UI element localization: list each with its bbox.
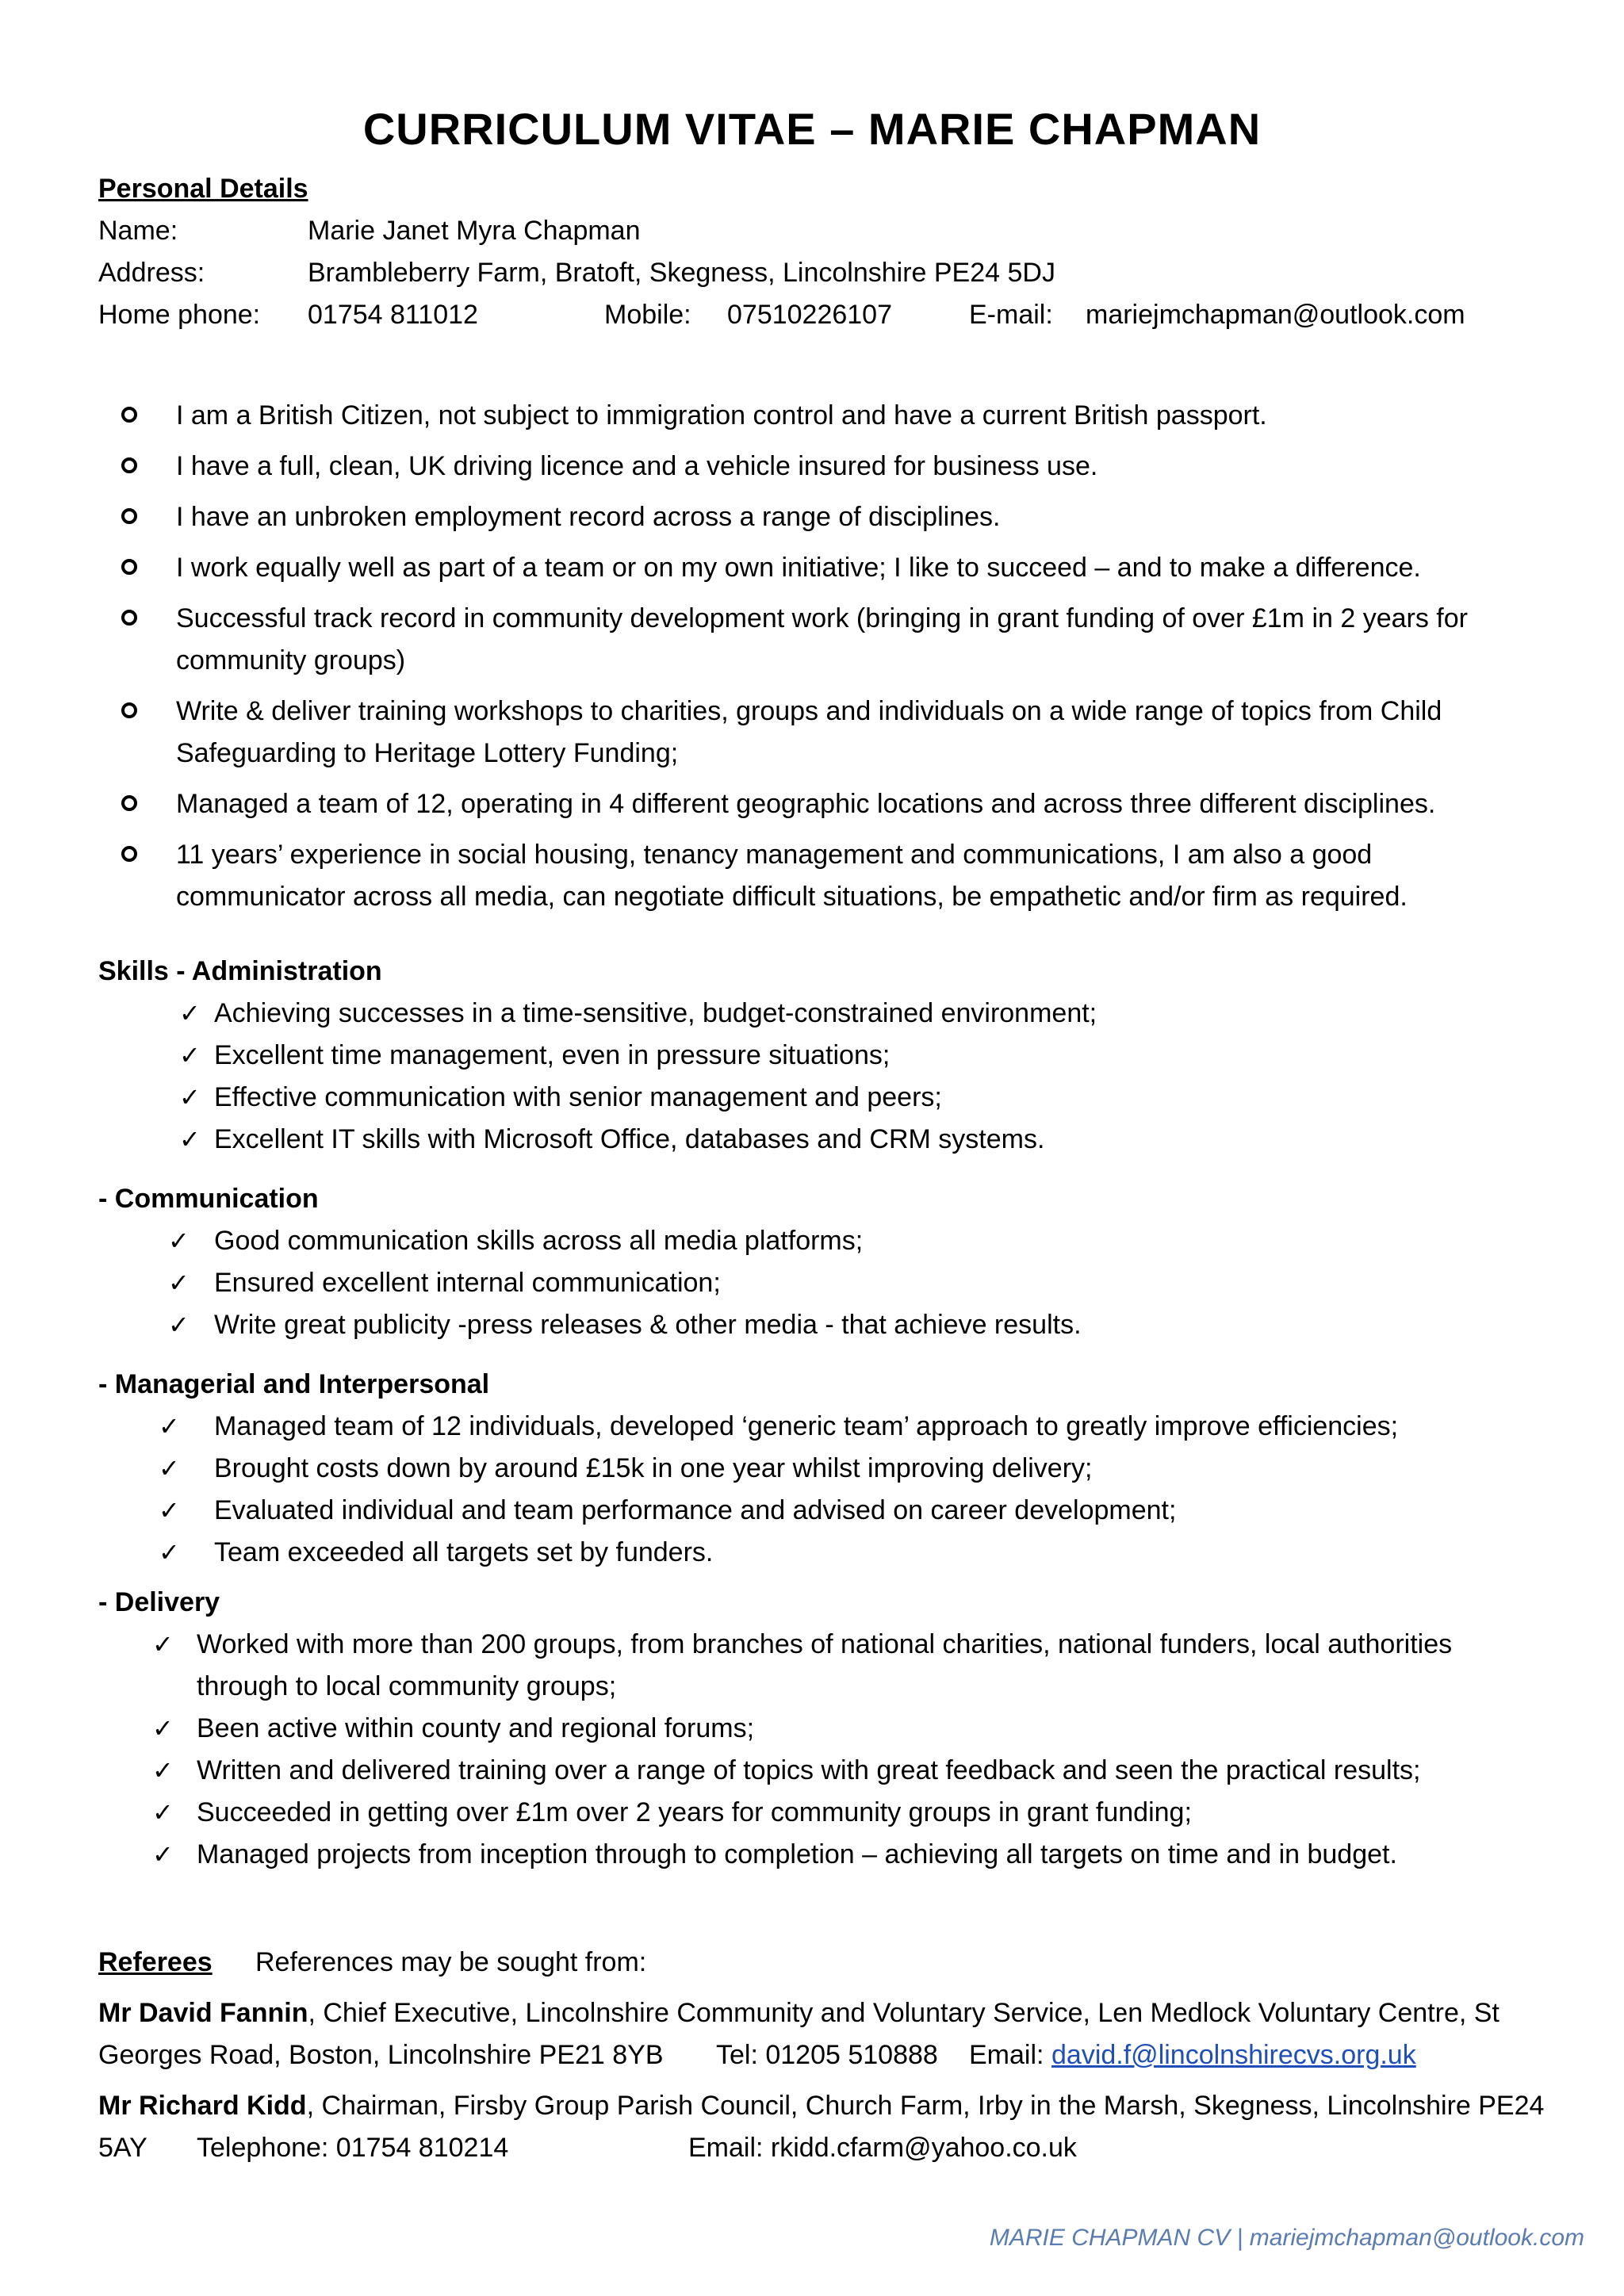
bullet-icon [121,407,137,423]
checkmark-icon: ✓ [152,1629,174,1659]
skills-mgmt-item: Managed team of 12 individuals, developed ‘generic team’ approach to greatly improve efficiencies; [214,1411,1399,1441]
skills-delivery-item: Succeeded in getting over £1m over 2 years for community groups in grant funding; [197,1797,1192,1827]
home-phone-value: 01754 811012 [308,300,478,330]
summary-item: I am a British Citizen, not subject to immigration control and have a current British passport. [176,400,1267,430]
referee-2-email: Email: rkidd.cfarm@yahoo.co.uk [688,2133,1077,2163]
bullet-icon [121,702,137,718]
skills-delivery-item: Worked with more than 200 groups, from branches of national charities, national funders, local authorities [197,1629,1453,1659]
mobile-value: 07510226107 [727,300,893,330]
checkmark-icon: ✓ [152,1713,174,1743]
summary-item-continued: community groups) [176,645,406,675]
skills-admin-item: Excellent time management, even in pressure situations; [214,1040,891,1070]
bullet-icon [121,795,137,811]
summary-item-continued: communicator across all media, can negotiate difficult situations, be empathetic and/or firm as required. [176,882,1408,912]
skills-admin-heading: Skills - Administration [98,956,382,986]
skills-delivery-item-continued: through to local community groups; [197,1671,617,1701]
summary-item: Successful track record in community development work (bringing in grant funding of over £1m in 2 years for [176,603,1468,633]
skills-admin-item: Excellent IT skills with Microsoft Office, databases and CRM systems. [214,1124,1045,1154]
personal-details-heading: Personal Details [98,174,308,204]
name-label: Name: [98,216,178,246]
mobile-label: Mobile: [604,300,691,330]
referees-heading: Referees [98,1947,213,1977]
referee-2-postcode: 5AY [98,2133,147,2163]
skills-delivery-item: Managed projects from inception through to completion – achieving all targets on time and in budget. [197,1839,1397,1869]
bullet-icon [121,559,137,575]
skills-admin-item: Effective communication with senior management and peers; [214,1082,942,1112]
summary-item: 11 years’ experience in social housing, tenancy management and communications, I am also a good [176,840,1373,870]
summary-item: I have a full, clean, UK driving licence and a vehicle insured for business use. [176,451,1098,481]
referees-intro: References may be sought from: [255,1947,647,1977]
referee-1-email-link[interactable]: david.f@lincolnshirecvs.org.uk [1051,2040,1416,2070]
summary-item: Managed a team of 12, operating in 4 different geographic locations and across three different disciplines. [176,789,1436,819]
checkmark-icon: ✓ [179,1124,201,1154]
skills-mgmt-item: Brought costs down by around £15k in one year whilst improving delivery; [214,1453,1093,1483]
referee-2-name: Mr Richard Kidd [98,2091,307,2121]
referee-1-email-label: Email: [969,2040,1044,2070]
checkmark-icon: ✓ [179,998,201,1028]
skills-mgmt-item: Team exceeded all targets set by funders. [214,1537,714,1567]
summary-item-continued: Safeguarding to Heritage Lottery Funding; [176,738,679,768]
referee-1-line-1 [98,1992,1500,2034]
referee-1-address: Georges Road, Boston, Lincolnshire PE21 8YB [98,2040,664,2070]
footer-separator: | [1236,2225,1243,2251]
skills-admin-item: Achieving successes in a time-sensitive, budget-constrained environment; [214,998,1097,1028]
footer-name: MARIE CHAPMAN CV [989,2225,1231,2251]
checkmark-icon: ✓ [168,1226,190,1256]
skills-comm-item: Good communication skills across all media platforms; [214,1226,864,1256]
checkmark-icon: ✓ [159,1495,180,1525]
bullet-icon [121,846,137,862]
skills-comm-heading: - Communication [98,1184,319,1214]
referee-1-name: Mr David Fannin [98,1998,308,2028]
checkmark-icon: ✓ [152,1839,174,1869]
checkmark-icon: ✓ [152,1755,174,1785]
document-title: CURRICULUM VITAE – MARIE CHAPMAN [362,104,1262,154]
referee-1-tel: Tel: 01205 510888 [716,2040,938,2070]
checkmark-icon: ✓ [159,1453,180,1483]
address-label: Address: [98,258,205,288]
skills-mgmt-heading: - Managerial and Interpersonal [98,1369,490,1399]
home-phone-label: Home phone: [98,300,261,330]
name-value: Marie Janet Myra Chapman [308,216,641,246]
summary-item: Write & deliver training workshops to charities, groups and individuals on a wide range of topics from Child [176,696,1442,726]
referee-2-details: , Chairman, Firsby Group Parish Council, Church Farm, Irby in the Marsh, Skegness, Lincolnshire PE24 [306,2091,1545,2121]
checkmark-icon: ✓ [159,1537,180,1567]
skills-delivery-item: Written and delivered training over a range of topics with great feedback and seen the practical results; [197,1755,1421,1785]
skills-comm-item: Write great publicity -press releases & other media - that achieve results. [214,1310,1082,1340]
email-label: E-mail: [969,300,1053,330]
checkmark-icon: ✓ [168,1268,190,1298]
referee-2-line-1 [98,2084,1544,2127]
address-value: Brambleberry Farm, Bratoft, Skegness, Lincolnshire PE24 5DJ [308,258,1055,288]
summary-item: I work equally well as part of a team or on my own initiative; I like to succeed – and to make a difference. [176,553,1421,583]
checkmark-icon: ✓ [168,1310,190,1340]
checkmark-icon: ✓ [159,1411,180,1441]
skills-comm-item: Ensured excellent internal communication; [214,1268,721,1298]
bullet-icon [121,610,137,626]
email-value: mariejmchapman@outlook.com [1086,300,1465,330]
summary-item: I have an unbroken employment record across a range of disciplines. [176,502,1001,532]
skills-delivery-item: Been active within county and regional forums; [197,1713,755,1743]
bullet-icon [121,457,137,473]
footer-email: mariejmchapman@outlook.com [1249,2225,1584,2251]
skills-delivery-heading: - Delivery [98,1587,220,1617]
referee-1-details: , Chief Executive, Lincolnshire Community and Voluntary Service, Len Medlock Voluntary Centre, St [308,1998,1500,2028]
checkmark-icon: ✓ [179,1040,201,1070]
checkmark-icon: ✓ [179,1082,201,1112]
bullet-icon [121,508,137,524]
checkmark-icon: ✓ [152,1797,174,1827]
skills-mgmt-item: Evaluated individual and team performance and advised on career development; [214,1495,1177,1525]
page-footer [990,2225,1584,2252]
referee-2-tel: Telephone: 01754 810214 [197,2133,509,2163]
